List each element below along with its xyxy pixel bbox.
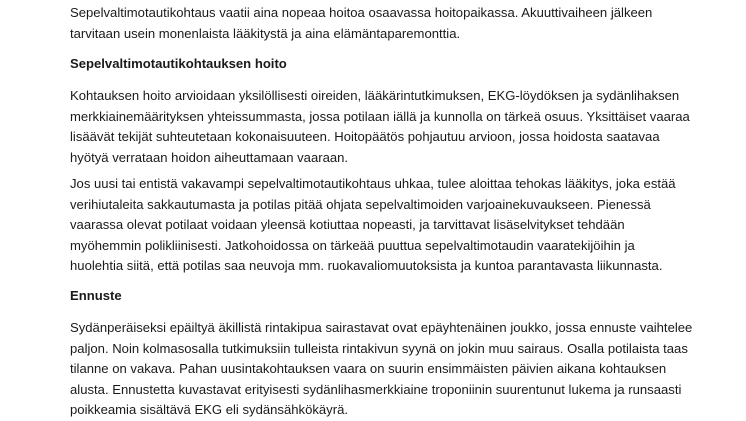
treatment-paragraph-1 xyxy=(70,86,690,168)
section-heading-treatment: Sepelvaltimotautikohtauksen hoito xyxy=(70,56,287,71)
intro-paragraph xyxy=(70,3,652,44)
text-line: Jos uusi tai entistä vakavampi sepelvaltimotautikohtaus uhkaa, tulee aloittaa tehokas lääkitys, joka estää xyxy=(70,176,676,191)
treatment-paragraph-2 xyxy=(70,174,676,277)
text-line: vaarassa olevat potilaat voidaan yleensä kotiuttaa nopeasti, ja tarvittavat lisäselvitykset tehdään xyxy=(70,217,625,233)
text-line: tarvitaan usein monenlaista lääkitystä ja aina elämäntaparemonttia. xyxy=(70,25,461,41)
text-line: paljon. Noin kolmasosalla tutkimuksiin tulleista rintakivun syynä on jokin muu sairaus. Osalla potilaista taas xyxy=(70,340,688,356)
text-line: Kohtauksen hoito arvioidaan yksilöllisesti oireiden, lääkärintutkimuksen, EKG-löydöksen ja sydänlihaksen xyxy=(70,88,680,103)
text-line: verihiutaleita sakkautumasta ja potilas pitää ohjata sepelvaltimoiden varjoainekuvaukseen. Pienessä xyxy=(70,196,651,212)
text-line: lisäävät tekijät suhteutetaan kokonaisuuteen. Hoitopäätös pohjautuu arvioon, jossa hoidosta saatavaa xyxy=(70,129,660,145)
text-line: Sydänperäiseksi epäiltyä äkillistä rintakipua sairastavat ovat epäyhtenäinen joukko, jossa ennuste vaihtelee xyxy=(70,320,693,335)
text-line: huolehtia siitä, että potilas saa neuvoja mm. ruokavaliomuutoksista ja kuntoa parantavasta liikunnasta. xyxy=(70,258,663,274)
text-line: hyötyä verrataan hoidon aiheuttamaan vaaraan. xyxy=(70,149,349,165)
text-line: myöhemmin polikliinisesti. Jatkohoidossa on tärkeää puuttua sepelvaltimotaudin vaaratekijöihin ja xyxy=(70,237,635,253)
text-line: merkkiainemäärityksen yhteissummasta, jossa potilaan iällä ja kunnolla on tärkeä osuus. Yksittäiset vaaraa xyxy=(70,108,690,124)
text-line: poikkeamia sisältävä EKG eli sydänsähkökäyrä. xyxy=(70,402,349,418)
text-line: tilanne on vakava. Pahan uusintakohtauksen vaara on suurin ensimmäisten päivien aikana kohtauksen xyxy=(70,361,667,377)
text-line: Sepelvaltimotautikohtaus vaatii aina nopeaa hoitoa osaavassa hoitopaikassa. Akuuttivaiheen jälkeen xyxy=(70,5,653,20)
prognosis-paragraph xyxy=(70,318,692,421)
section-heading-prognosis: Ennuste xyxy=(70,288,122,303)
text-line: alusta. Ennustetta kuvastavat erityisesti sydänlihasmerkkiaine troponiinin suurentunut lukema ja runsaasti xyxy=(70,381,682,397)
